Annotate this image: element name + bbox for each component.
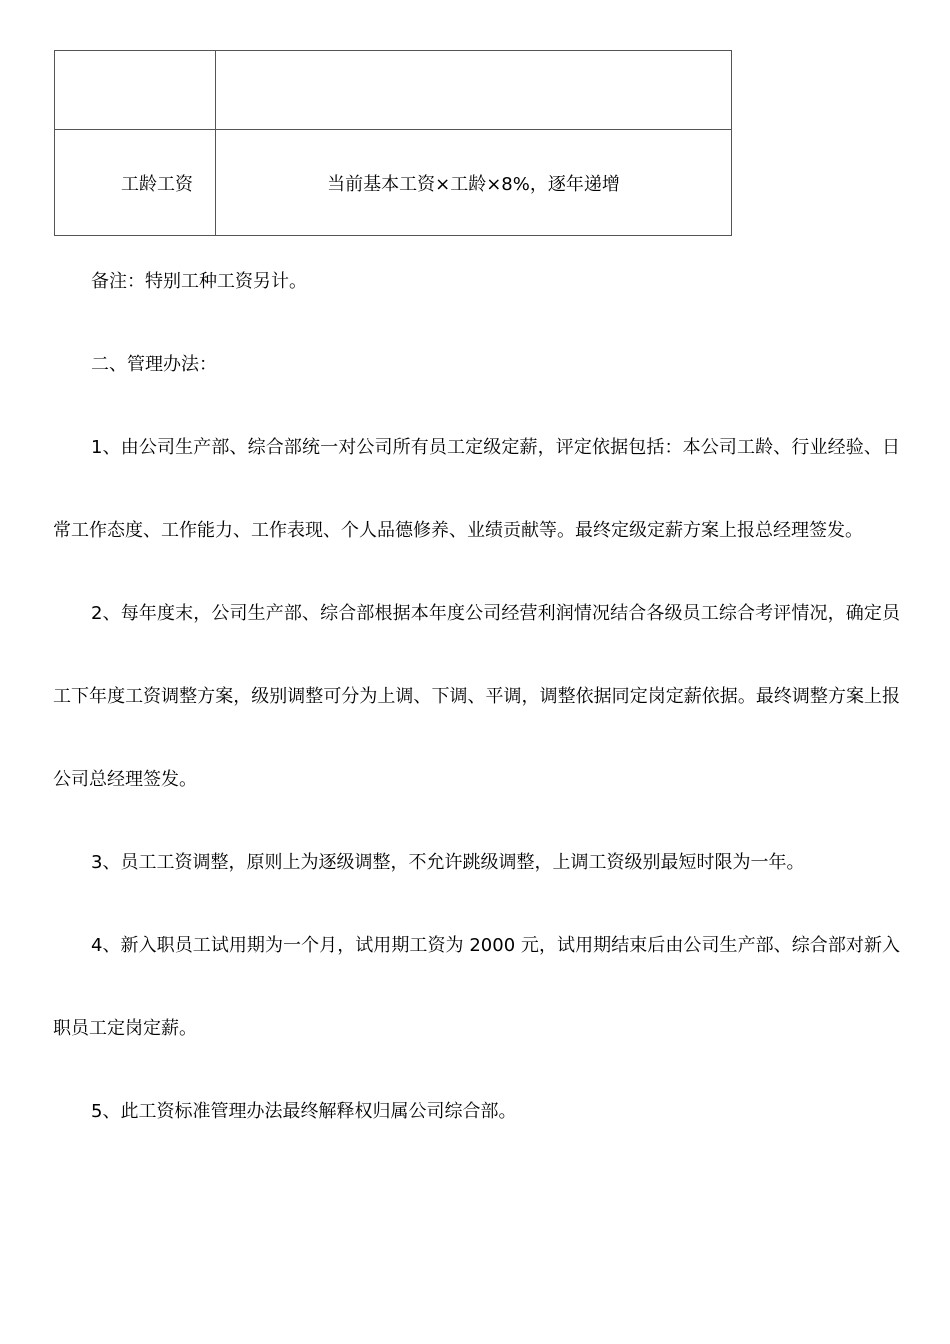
salary-table xyxy=(54,50,732,236)
table-row xyxy=(55,51,732,130)
rule-item-1: 1、由公司生产部、综合部统一对公司所有员工定级定薪，评定依据包括：本公司工龄、行业经验、日常工作态度、工作能力、工作表现、个人品德修养、业绩贡献等。最终定级定薪方案上报总经理签发。 xyxy=(53,437,900,541)
section-heading: 二、管理办法： xyxy=(91,354,217,375)
document-body xyxy=(53,240,900,1153)
table-cell-label xyxy=(55,51,216,130)
table-row xyxy=(55,130,732,236)
rule-item-4: 4、新入职员工试用期为一个月，试用期工资为 2000 元，试用期结束后由公司生产部、综合部对新入职员工定岗定薪。 xyxy=(53,935,900,1039)
rule-item-3: 3、员工工资调整，原则上为逐级调整，不允许跳级调整，上调工资级别最短时限为一年。 xyxy=(91,852,805,873)
rule-item-5: 5、此工资标准管理办法最终解释权归属公司综合部。 xyxy=(91,1101,517,1122)
seniority-wage-label: 工龄工资 xyxy=(55,130,216,236)
table-cell-value xyxy=(216,51,732,130)
seniority-wage-formula: 当前基本工资×工龄×8%，逐年递增 xyxy=(216,130,732,236)
rule-item-2: 2、每年度末，公司生产部、综合部根据本年度公司经营利润情况结合各级员工综合考评情况，确定员工下年度工资调整方案，级别调整可分为上调、下调、平调，调整依据同定岗定薪依据。最终调整方案上报公司总经理签发。 xyxy=(53,603,900,790)
note-paragraph: 备注：特别工种工资另计。 xyxy=(91,271,307,292)
